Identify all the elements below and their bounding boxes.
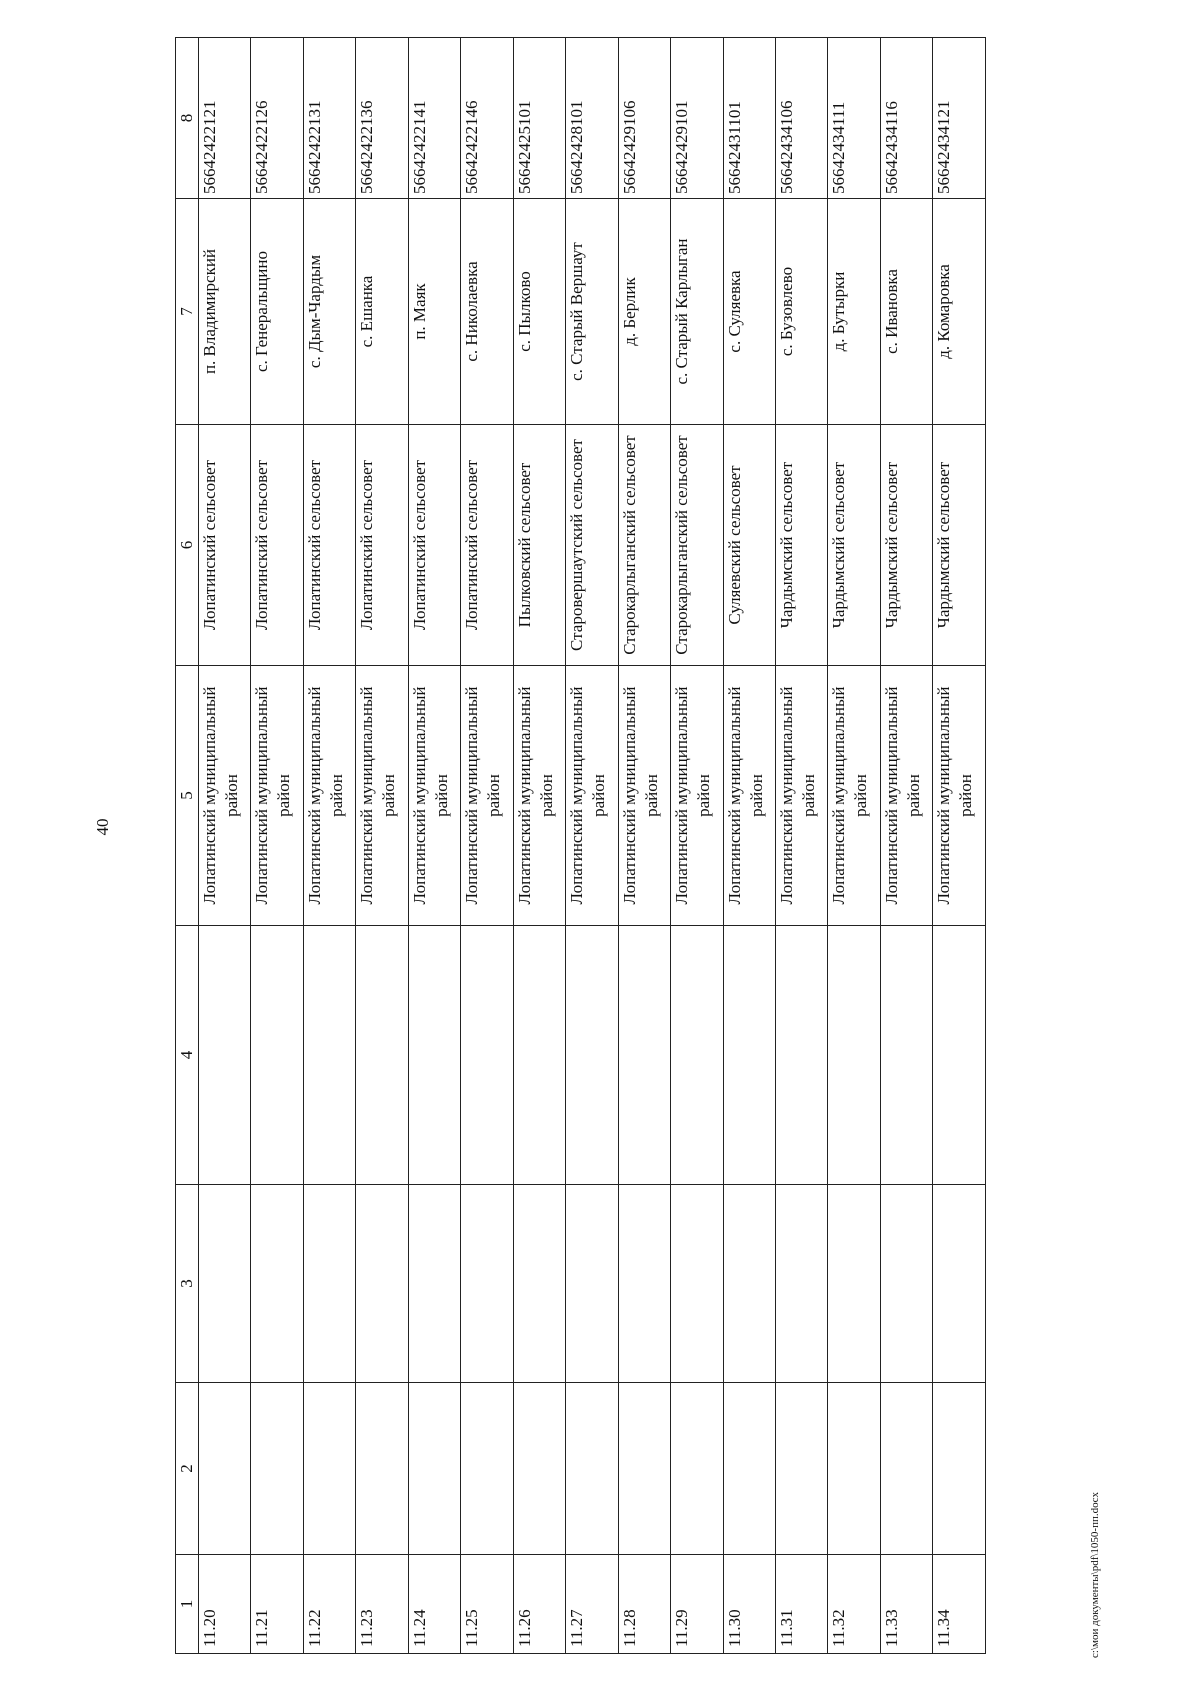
oktmo-code-cell: 56642425101 (513, 38, 565, 199)
locality-cell: с. Ешанка (356, 199, 408, 425)
column-4-cell (251, 926, 303, 1185)
column-2-cell (513, 1383, 565, 1555)
municipality-cell: Лопатинский муниципальный район (933, 666, 986, 926)
oktmo-code-cell: 56642422136 (356, 38, 408, 199)
locality-cell: д. Комаровка (933, 199, 986, 425)
locality-cell: с. Генеральщино (251, 199, 303, 425)
table-row (775, 38, 827, 1654)
row-number-cell: 11.32 (828, 1555, 880, 1654)
municipality-cell: Лопатинский муниципальный район (513, 666, 565, 926)
table-row (303, 38, 355, 1654)
council-cell: Суляевский сельсовет (723, 425, 775, 666)
municipality-cell: Лопатинский муниципальный район (356, 666, 408, 926)
column-4-cell (671, 926, 723, 1185)
oktmo-code-cell: 56642434111 (828, 38, 880, 199)
column-3-cell (356, 1185, 408, 1383)
column-4-cell (566, 926, 618, 1185)
row-number-cell: 11.25 (461, 1555, 513, 1654)
table-row (566, 38, 618, 1654)
oktmo-code-cell: 56642434106 (775, 38, 827, 199)
column-2-cell (671, 1383, 723, 1555)
municipality-cell: Лопатинский муниципальный район (199, 666, 251, 926)
municipality-cell: Лопатинский муниципальный район (618, 666, 670, 926)
municipality-cell: Лопатинский муниципальный район (828, 666, 880, 926)
oktmo-code-cell: 56642434116 (880, 38, 932, 199)
council-cell: Лопатинский сельсовет (251, 425, 303, 666)
locality-cell: с. Николаевка (461, 199, 513, 425)
column-4-cell (828, 926, 880, 1185)
row-number-cell: 11.33 (880, 1555, 932, 1654)
header-row (176, 38, 199, 1654)
locality-cell: с. Старый Вершаут (566, 199, 618, 425)
column-2-cell (618, 1383, 670, 1555)
column-2-cell (356, 1383, 408, 1555)
municipality-cell: Лопатинский муниципальный район (303, 666, 355, 926)
row-number-cell: 11.20 (199, 1555, 251, 1654)
municipality-cell: Лопатинский муниципальный район (671, 666, 723, 926)
column-4-cell (775, 926, 827, 1185)
table-row (251, 38, 303, 1654)
column-3-cell (303, 1185, 355, 1383)
column-header-3: 3 (176, 1185, 199, 1383)
locality-cell: п. Маяк (408, 199, 460, 425)
municipality-cell: Лопатинский муниципальный район (880, 666, 932, 926)
column-3-cell (566, 1185, 618, 1383)
locality-cell: д. Берлик (618, 199, 670, 425)
oktmo-code-cell: 56642429101 (671, 38, 723, 199)
column-3-cell (723, 1185, 775, 1383)
column-3-cell (513, 1185, 565, 1383)
row-number-cell: 11.21 (251, 1555, 303, 1654)
table-row (828, 38, 880, 1654)
locality-cell: с. Ивановка (880, 199, 932, 425)
table-row (933, 38, 986, 1654)
column-2-cell (199, 1383, 251, 1555)
council-cell: Лопатинский сельсовет (356, 425, 408, 666)
column-3-cell (199, 1185, 251, 1383)
row-number-cell: 11.23 (356, 1555, 408, 1654)
table-row (723, 38, 775, 1654)
table-row (356, 38, 408, 1654)
row-number-cell: 11.30 (723, 1555, 775, 1654)
column-3-cell (775, 1185, 827, 1383)
settlements-table (175, 37, 986, 1654)
table-row (618, 38, 670, 1654)
table-row (461, 38, 513, 1654)
page-number: 40 (93, 818, 112, 836)
locality-cell: п. Владимирский (199, 199, 251, 425)
column-2-cell (566, 1383, 618, 1555)
row-number-cell: 11.31 (775, 1555, 827, 1654)
column-4-cell (723, 926, 775, 1185)
column-header-1: 1 (176, 1555, 199, 1654)
municipality-cell: Лопатинский муниципальный район (461, 666, 513, 926)
row-number-cell: 11.22 (303, 1555, 355, 1654)
locality-cell: с. Бузовлево (775, 199, 827, 425)
table-row (408, 38, 460, 1654)
council-cell: Старовершаутский сельсовет (566, 425, 618, 666)
council-cell: Лопатинский сельсовет (408, 425, 460, 666)
column-2-cell (933, 1383, 986, 1555)
oktmo-code-cell: 56642422146 (461, 38, 513, 199)
column-2-cell (828, 1383, 880, 1555)
council-cell: Чардымский сельсовет (880, 425, 932, 666)
column-3-cell (933, 1185, 986, 1383)
column-header-2: 2 (176, 1383, 199, 1555)
locality-cell: с. Дым-Чардым (303, 199, 355, 425)
column-2-cell (880, 1383, 932, 1555)
locality-cell: д. Бутырки (828, 199, 880, 425)
column-4-cell (933, 926, 986, 1185)
municipality-cell: Лопатинский муниципальный район (566, 666, 618, 926)
column-header-4: 4 (176, 926, 199, 1185)
column-header-6: 6 (176, 425, 199, 666)
locality-cell: с. Суляевка (723, 199, 775, 425)
oktmo-code-cell: 56642422126 (251, 38, 303, 199)
column-3-cell (408, 1185, 460, 1383)
council-cell: Чардымский сельсовет (775, 425, 827, 666)
oktmo-code-cell: 56642434121 (933, 38, 986, 199)
column-2-cell (251, 1383, 303, 1555)
column-3-cell (618, 1185, 670, 1383)
column-4-cell (303, 926, 355, 1185)
column-2-cell (723, 1383, 775, 1555)
column-2-cell (775, 1383, 827, 1555)
municipality-cell: Лопатинский муниципальный район (775, 666, 827, 926)
column-3-cell (251, 1185, 303, 1383)
column-3-cell (828, 1185, 880, 1383)
row-number-cell: 11.24 (408, 1555, 460, 1654)
locality-cell: с. Пылково (513, 199, 565, 425)
table-row (199, 38, 251, 1654)
column-3-cell (880, 1185, 932, 1383)
column-4-cell (880, 926, 932, 1185)
oktmo-code-cell: 56642431101 (723, 38, 775, 199)
column-4-cell (356, 926, 408, 1185)
table-container (175, 38, 986, 1654)
council-cell: Лопатинский сельсовет (461, 425, 513, 666)
column-3-cell (461, 1185, 513, 1383)
council-cell: Лопатинский сельсовет (303, 425, 355, 666)
column-4-cell (199, 926, 251, 1185)
column-4-cell (513, 926, 565, 1185)
column-4-cell (618, 926, 670, 1185)
column-header-5: 5 (176, 666, 199, 926)
column-4-cell (408, 926, 460, 1185)
column-3-cell (671, 1185, 723, 1383)
row-number-cell: 11.34 (933, 1555, 986, 1654)
table-body (199, 38, 986, 1654)
row-number-cell: 11.28 (618, 1555, 670, 1654)
council-cell: Лопатинский сельсовет (199, 425, 251, 666)
column-2-cell (461, 1383, 513, 1555)
row-number-cell: 11.26 (513, 1555, 565, 1654)
row-number-cell: 11.27 (566, 1555, 618, 1654)
municipality-cell: Лопатинский муниципальный район (408, 666, 460, 926)
municipality-cell: Лопатинский муниципальный район (723, 666, 775, 926)
council-cell: Старокарлыганский сельсовет (671, 425, 723, 666)
column-2-cell (408, 1383, 460, 1555)
oktmo-code-cell: 56642422141 (408, 38, 460, 199)
municipality-cell: Лопатинский муниципальный район (251, 666, 303, 926)
rotated-table-frame (175, 38, 986, 1654)
column-header-7: 7 (176, 199, 199, 425)
footer-file-path (1080, 1491, 1110, 1658)
council-cell: Старокарлыганский сельсовет (618, 425, 670, 666)
footer-path-text: c:\мои документы\pdf\1050-пп.docx (1089, 1491, 1101, 1658)
table-row (671, 38, 723, 1654)
row-number-cell: 11.29 (671, 1555, 723, 1654)
column-4-cell (461, 926, 513, 1185)
column-header-8: 8 (176, 38, 199, 199)
locality-cell: с. Старый Карлыган (671, 199, 723, 425)
oktmo-code-cell: 56642428101 (566, 38, 618, 199)
table-row (513, 38, 565, 1654)
oktmo-code-cell: 56642422131 (303, 38, 355, 199)
council-cell: Чардымский сельсовет (828, 425, 880, 666)
oktmo-code-cell: 56642429106 (618, 38, 670, 199)
council-cell: Пылковский сельсовет (513, 425, 565, 666)
oktmo-code-cell: 56642422121 (199, 38, 251, 199)
column-2-cell (303, 1383, 355, 1555)
table-row (880, 38, 932, 1654)
council-cell: Чардымский сельсовет (933, 425, 986, 666)
